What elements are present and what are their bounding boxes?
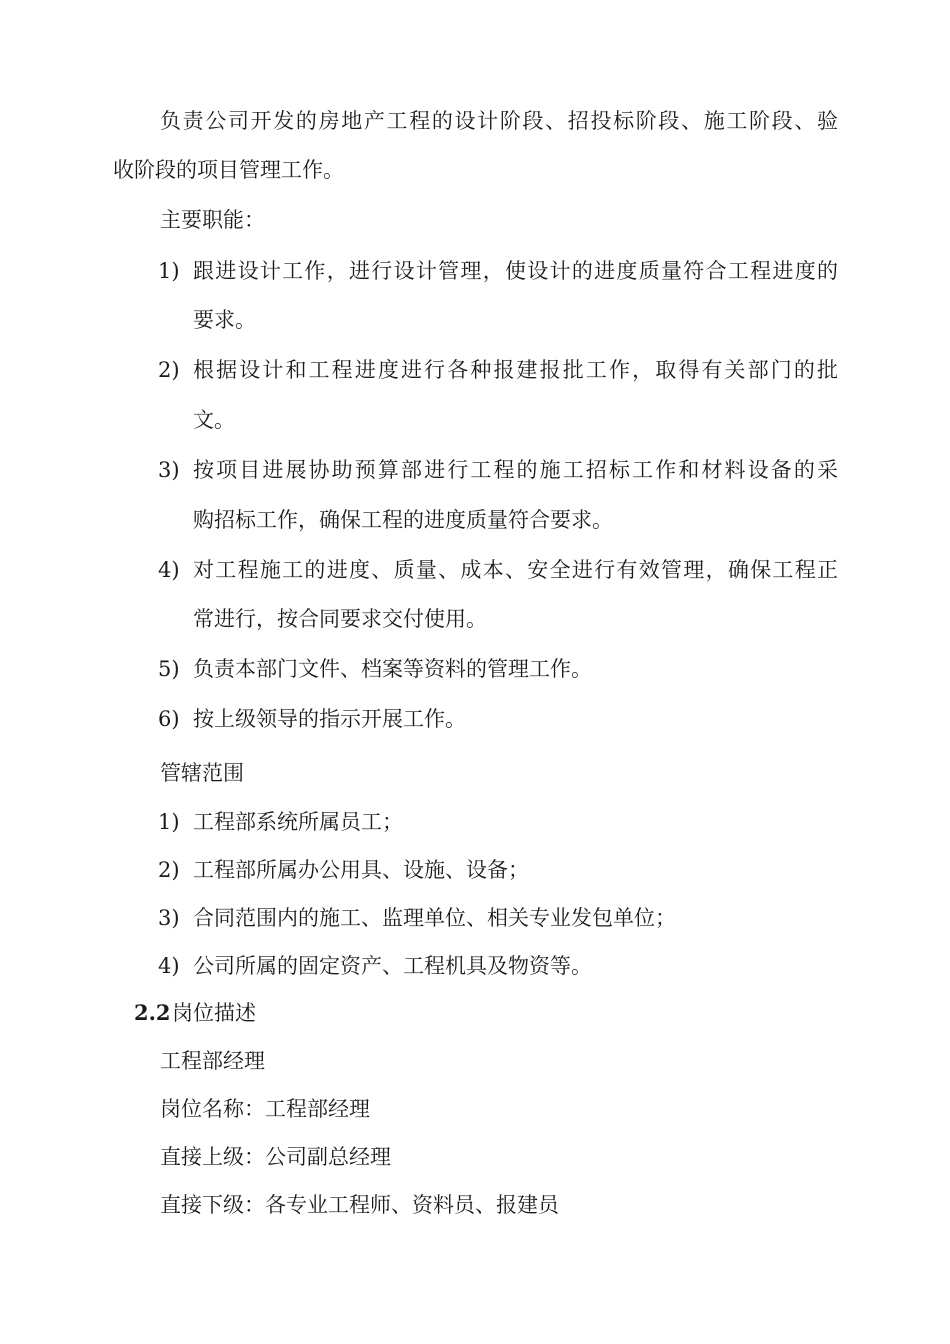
function-item-6-number: 6)	[158, 707, 180, 731]
scope-item-4-number: 4)	[158, 954, 180, 978]
function-item-2-line-2: 文。	[193, 408, 235, 432]
function-item-1-line-2: 要求。	[193, 308, 256, 332]
function-item-4-line-1: 对工程施工的进度、质量、成本、安全进行有效管理，确保工程正	[193, 558, 838, 582]
function-item-1-number: 1)	[158, 259, 180, 283]
intro-line-2: 收阶段的项目管理工作。	[113, 158, 344, 182]
scope-item-1-text: 工程部系统所属员工；	[193, 810, 403, 834]
function-item-5-number: 5)	[158, 657, 180, 681]
scope-item-3-text: 合同范围内的施工、监理单位、相关专业发包单位；	[193, 906, 676, 930]
function-item-3-line-2: 购招标工作，确保工程的进度质量符合要求。	[193, 508, 613, 532]
scope-item-4-text: 公司所属的固定资产、工程机具及物资等。	[193, 954, 592, 978]
position-name: 岗位名称：工程部经理	[160, 1097, 370, 1121]
intro-line-1: 负责公司开发的房地产工程的设计阶段、招投标阶段、施工阶段、验	[160, 109, 838, 133]
function-item-3-number: 3)	[158, 458, 180, 482]
position-heading: 工程部经理	[160, 1049, 265, 1073]
position-subordinates: 直接下级：各专业工程师、资料员、报建员	[160, 1193, 559, 1217]
function-item-1-line-1: 跟进设计工作，进行设计管理，使设计的进度质量符合工程进度的	[193, 259, 838, 283]
function-item-4-line-2: 常进行，按合同要求交付使用。	[193, 607, 487, 631]
function-item-3-line-1: 按项目进展协助预算部进行工程的施工招标工作和材料设备的采	[193, 458, 838, 482]
position-superior: 直接上级：公司副总经理	[160, 1145, 391, 1169]
functions-title: 主要职能：	[160, 208, 265, 232]
scope-title: 管辖范围	[160, 761, 244, 785]
function-item-4-number: 4)	[158, 558, 180, 582]
function-item-5-line-1: 负责本部门文件、档案等资料的管理工作。	[193, 657, 592, 681]
scope-item-2-text: 工程部所属办公用具、设施、设备；	[193, 858, 529, 882]
scope-item-2-number: 2)	[158, 858, 180, 882]
scope-item-1-number: 1)	[158, 810, 180, 834]
function-item-6-line-1: 按上级领导的指示开展工作。	[193, 707, 466, 731]
function-item-2-number: 2)	[158, 358, 180, 382]
section-title: 岗位描述	[172, 1001, 256, 1025]
scope-item-3-number: 3)	[158, 906, 180, 930]
section-number: 2.2	[134, 1000, 171, 1025]
function-item-2-line-1: 根据设计和工程进度进行各种报建报批工作，取得有关部门的批	[193, 358, 838, 382]
